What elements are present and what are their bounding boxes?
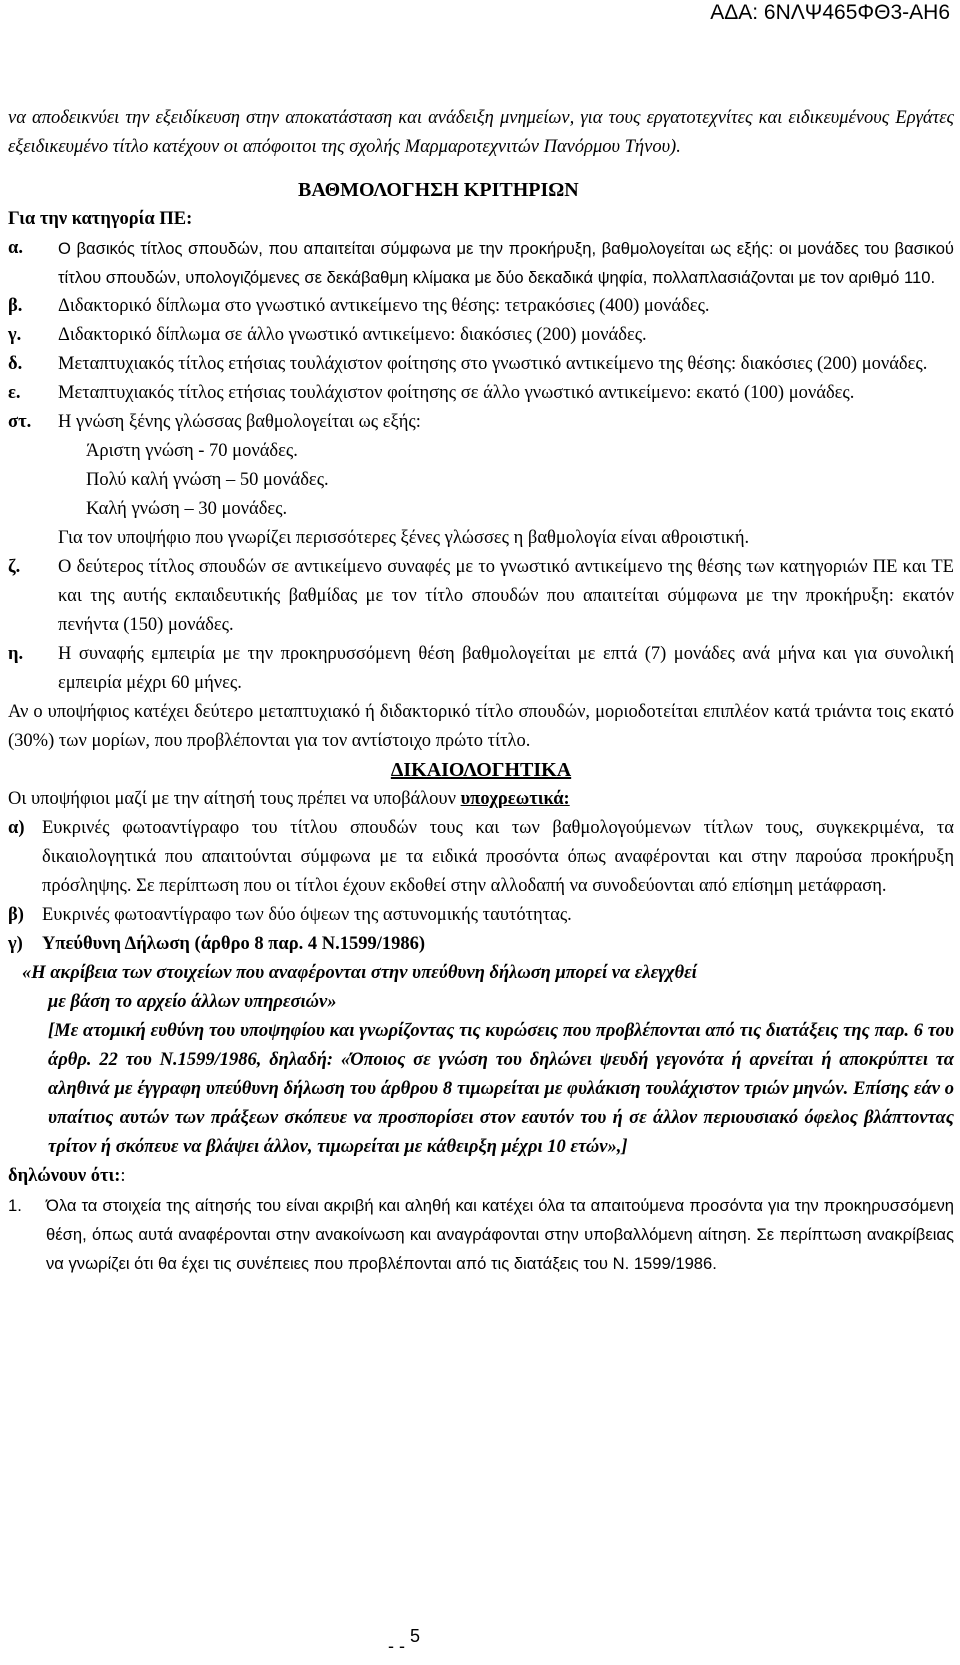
docs-intro-text: Οι υποψήφιοι μαζί με την αίτησή τους πρέπει να υποβάλουν <box>8 789 461 809</box>
declaration-number: 1. <box>8 1196 22 1215</box>
criteria-heading: ΒΑΘΜΟΛΟΓΗΣΗ ΚΡΙΤΗΡΙΩΝ <box>298 179 579 201</box>
language-level-very-good: Πολύ καλή γνώση – 50 μονάδες. <box>86 470 329 490</box>
criterion-label: β. <box>8 296 23 316</box>
second-title-note: Αν ο υποψήφιος κατέχει δεύτερο μεταπτυχιακό ή διδακτορικό τίτλο σπουδών, μοριοδοτείται επιπλέον κατά τριάντα τοις εκατό (30%) των μορίων, που προβλέπονται για τον αντίστοιχο πρώτο τίτλο. <box>8 702 954 751</box>
doc-label: β) <box>8 905 24 925</box>
criterion-label: ζ. <box>8 557 21 577</box>
criterion-text: Μεταπτυχιακός τίτλος ετήσιας τουλάχιστον φοίτησης σε άλλο γνωστικό αντικείμενο: εκατό (100) μονάδες. <box>58 383 855 403</box>
docs-heading: ΔΙΚΑΙΟΛΟΓΗΤΙΚΑ <box>390 759 572 781</box>
criterion-text: Διδακτορικό δίπλωμα στο γνωστικό αντικείμενο της θέσης: τετρακόσιες (400) μονάδες. <box>58 296 710 316</box>
criterion-text: Διδακτορικό δίπλωμα σε άλλο γνωστικό αντικείμενο: διακόσιες (200) μονάδες. <box>58 325 647 345</box>
language-level-excellent: Άριστη γνώση - 70 μονάδες. <box>86 441 298 461</box>
criterion-d <box>8 350 954 379</box>
docs-intro <box>8 785 954 814</box>
criterion-label: η. <box>8 644 24 664</box>
intro-paragraph: να αποδεικνύει την εξειδίκευση στην αποκατάσταση και ανάδειξη μνημείων, για τους εργατοτεχνίτες και ειδικευμένους Εργάτες εξειδικευμένο τίτλο κατέχουν οι απόφοιτοι της σχολής Μαρμαροτεχνιτών Πανόρμου Τήνου). <box>8 108 954 157</box>
declaration-bracket: [Με ατομική ευθύνη του υποψηφίου και γνωρίζοντας τις κυρώσεις που προβλέπονται από τις διατάξεις της παρ. 6 του άρθρ. 22 του Ν.1599/1986, δηλαδή: «Όποιος σε γνώση του δηλώνει ψευδή γεγονότα ή αρνείται ή αποκρύπτει τα αληθινά με έγγραφη υπεύθυνη δήλωση του άρθρου 8 τιμωρείται με φυλάκιση τουλάχιστον τριών μηνών. Επίσης εάν ο υπαίτιος αυτών των πράξεων σκόπευε να προσπορίσει στον εαυτόν του ή σε άλλον περιουσιακό όφελος βλάπτοντας τρίτον ή σκόπευε να βλάψει άλλον, τιμωρείται με κάθειρξη μέχρι 10 ετών»,] <box>48 1021 954 1157</box>
ada-code: ΑΔΑ: 6ΝΛΨ465ΦΘ3-ΑΗ6 <box>710 1 950 24</box>
criterion-text: Ο βασικός τίτλος σπουδών, που απαιτείται σύμφωνα με την προκήρυξη, βαθμολογείται ως εξής: οι μονάδες του βασικού τίτλου σπουδών, υπολογιζόμενες σε δεκάβαθμη κλίμακα με δύο δεκαδικά ψηφία, πολλαπλασιάζονται με τον αριθμό 110. <box>58 239 954 287</box>
page-footer <box>388 1626 421 1661</box>
criterion-h <box>8 640 954 698</box>
document-page <box>8 104 954 1278</box>
doc-text: Ευκρινές φωτοαντίγραφο του τίτλου σπουδών τους και των βαθμολογούμενων τίτλων τους, συγκεκριμένα, τα δικαιολογητικά που απαιτούνται σύμφωνα με τα ειδικά προσόντα όπως αναφέρονται και στην παρούσα προκήρυξη πρόσληψης. Σε περίπτωση που οι τίτλοι έχουν εκδοθεί στην αλλοδαπή να συνοδεύονται από επίσημη μετάφραση. <box>42 818 954 896</box>
doc-a <box>8 814 954 901</box>
criteria-list <box>8 234 954 698</box>
doc-b <box>8 901 954 930</box>
footer-dashes: - - <box>388 1636 405 1656</box>
declare-that <box>8 1162 954 1191</box>
criterion-label: ε. <box>8 383 21 403</box>
doc-label: γ) <box>8 934 23 954</box>
declaration-item-1 <box>8 1191 954 1278</box>
declare-that-label: δηλώνουν ότι: <box>8 1166 121 1186</box>
language-note: Για τον υποψήφιο που γνωρίζει περισσότερες ξένες γλώσσες η βαθμολογία είναι αθροιστική. <box>58 528 750 548</box>
declare-that-tail: : <box>120 1166 126 1186</box>
criterion-label: δ. <box>8 354 23 374</box>
criterion-z <box>8 553 954 640</box>
page-number: 5 <box>410 1626 421 1646</box>
criterion-text: Ο δεύτερος τίτλος σπουδών σε αντικείμενο συναφές με το γνωστικό αντικείμενο της θέσης των κατηγοριών ΠΕ και ΤΕ και της αυτής εκπαιδευτικής βαθμίδας με τον τίτλο σπουδών που απαιτείται σύμφωνα με την προκήρυξη: εκατόν πενήντα (150) μονάδες. <box>58 557 954 635</box>
doc-c <box>8 930 954 959</box>
criterion-text: Η γνώση ξένης γλώσσας βαθμολογείται ως εξής: <box>58 412 421 432</box>
doc-label: α) <box>8 818 25 838</box>
declaration-quote-line-1: «Η ακρίβεια των στοιχείων που αναφέρονται στην υπεύθυνη δήλωση μπορεί να ελεγχθεί <box>22 963 697 983</box>
docs-intro-strong: υποχρεωτικά: <box>460 789 570 809</box>
criterion-label: στ. <box>8 412 32 432</box>
criterion-text: Μεταπτυχιακός τίτλος ετήσιας τουλάχιστον φοίτησης στο γνωστικό αντικείμενο της θέσης: διακόσιες (200) μονάδες. <box>58 354 928 374</box>
declaration-text: Όλα τα στοιχεία της αίτησής του είναι ακριβή και αληθή και κατέχει όλα τα απαιτούμενα προσόντα για την προκηρυσσόμενη θέση, όπως αυτά αναφέρονται στην ανακοίνωση και αναγράφονται στην υποβαλλόμενη αίτηση. Σε περίπτωση ανακρίβειας να γνωρίζει ότι θα έχει τις συνέπειες που προβλέπονται από τις διατάξεις του Ν. 1599/1986. <box>46 1196 954 1273</box>
criterion-text: Η συναφής εμπειρία με την προκηρυσσόμενη θέση βαθμολογείται με επτά (7) μονάδες ανά μήνα και για συνολική εμπειρία μέχρι 60 μήνες. <box>58 644 954 693</box>
language-levels <box>8 437 954 524</box>
criterion-a <box>8 234 954 292</box>
criterion-c <box>8 321 954 350</box>
declaration-quote <box>8 959 954 1017</box>
criterion-b <box>8 292 954 321</box>
doc-text: Ευκρινές φωτοαντίγραφο των δύο όψεων της αστυνομικής ταυτότητας. <box>42 905 572 925</box>
language-level-good: Καλή γνώση – 30 μονάδες. <box>86 499 288 519</box>
criterion-label: α. <box>8 238 23 258</box>
criterion-label: γ. <box>8 325 22 345</box>
category-heading: Για την κατηγορία ΠΕ: <box>8 209 193 229</box>
criterion-st <box>8 408 954 437</box>
declaration-quote-line-2: με βάση το αρχείο άλλων υπηρεσιών» <box>48 992 337 1012</box>
criterion-e <box>8 379 954 408</box>
doc-c-title: Υπεύθυνη Δήλωση (άρθρο 8 παρ. 4 Ν.1599/1986) <box>42 934 426 954</box>
